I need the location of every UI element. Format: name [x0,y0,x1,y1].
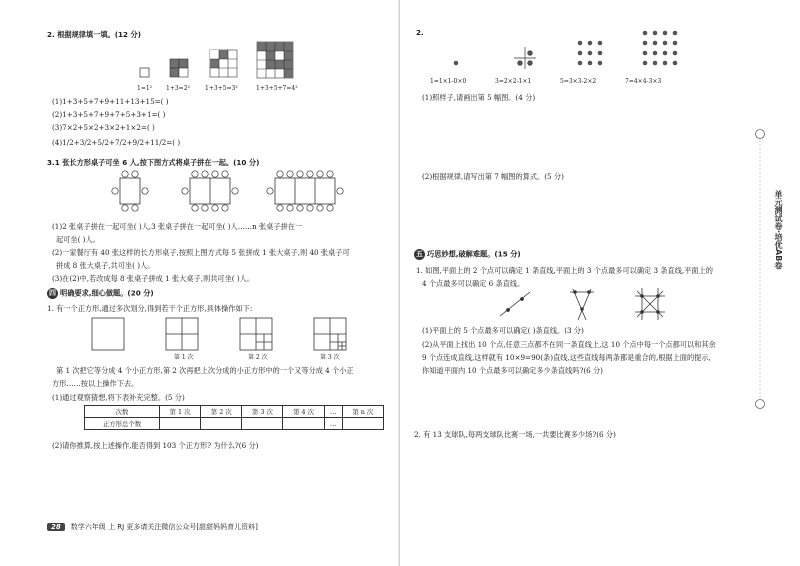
stage-caption-2: 第 2 次 [248,354,268,361]
stage-3 [314,318,346,350]
q3-line-5: (3)在(2)中,若改成每 8 张桌子拼成 1 张大桌子,则共可坐( )人。 [52,274,255,283]
lines-figure [500,288,700,322]
s4q1-desc-2: 方形……按以上操作下去。 [52,379,139,388]
section-5-badge: 五 [416,250,423,258]
binding-hole-top [756,130,765,139]
r-q2-sub1: (1)照样子,请画出第 5 幅图。(4 分) [422,93,536,102]
square-2 [170,59,188,77]
r-q2-caption-4: 7=4×4-3×3 [625,78,662,85]
q3-line-3: (2)一家餐厅有 40 张这样的长方形桌子,按照上图方式每 5 张拼成 1 张大桌子,则 40 张桌子可 [52,248,350,257]
s4q1-title: 1. 有一个正方形,通过多次划分,得到若干个正方形,具体操作如下: [47,304,253,313]
table-row-label: 正方形总个数 [85,418,160,430]
table-cell-blank[interactable] [342,418,383,430]
section-5-heading [414,249,521,260]
sidebar-label: 单元测试卷·培优AB卷 [774,190,783,270]
square-3 [210,50,237,77]
q2-caption-4: 1+3+5+7=4² [256,85,298,92]
page-number: 28 [47,523,65,531]
stage-0 [92,318,124,350]
stage-1 [166,318,198,350]
table-header-cell: 第 2 次 [201,406,242,418]
s5q1-line-2: 4 个点最多可以确定 6 条直线。 [422,279,525,288]
s4q1-sub2: (2)请你推算,按上述操作,能否得到 103 个正方形? 为什么?(6 分) [52,441,259,450]
s5q2: 2. 有 13 支球队,每两支球队比赛一场,一共要比赛多少场?(6 分) [414,430,616,439]
q2-caption-1: 1=1² [137,85,153,92]
q2-item-1: (1)1+3+5+7+9+11+13+15=( ) [52,97,169,106]
table-2 [182,171,238,211]
q3-line-2: 起可坐( )人。 [56,235,100,244]
section-4-title: 明确要求,细心做题。(20 分) [60,288,154,298]
q3-line-4: 拼成 8 张大桌子,共可坐( )人。 [56,261,155,270]
table-row [85,418,384,430]
q2-item-2: (2)1+3+5+7+9+7+5+3+1=( ) [52,110,166,119]
q3-line-1: (1)2 张桌子拼在一起可坐( )人,3 张桌子拼在一起可坐( )人……n 张桌子拼在一 [52,222,303,231]
dot-fig-2 [514,47,536,69]
right-page [400,0,800,566]
r-q2-title: 2. [416,28,424,37]
subdivision-figure [92,318,352,352]
table-cell-blank[interactable] [201,418,242,430]
stage-caption-3: 第 3 次 [320,354,340,361]
q2-item-3: (3)7×2+5×2+3×2+1×2=( ) [52,123,155,132]
s5q1-sub1: (1)平面上的 5 个点最多可以确定( )条直线。(3 分) [422,326,584,335]
table-cell-ellipsis: … [324,418,342,430]
r-q2-caption-3: 5=3×3-2×2 [560,78,597,85]
square-1 [140,68,149,77]
section-4-badge: 四 [49,289,56,297]
table-header-row [85,406,384,418]
q2-title: 2. 根据规律填一填。(12 分) [47,30,141,39]
section-5-title: 巧思妙想,破解难题。(15 分) [427,249,521,259]
r-q2-sub2: (2)根据规律,请写出第 7 幅图的算式。(5 分) [422,172,564,181]
s5q1-sub2-1: (2)从平面上找出 10 个点,任意三点都不在同一条直线上,这 10 个点中每一个点都可以和其余 [422,340,716,349]
side-binding-decoration [750,120,780,420]
s5q1-sub2-3: 你知道平面内 10 个点最多可以确定多少条直线吗?(6 分) [422,366,603,375]
table-3 [267,171,343,211]
s4q1-sub1: (1)通过观察猜想,将下表补充完整。(5 分) [52,393,185,402]
table-cell-blank[interactable] [160,418,201,430]
tables-figure [110,170,350,215]
table-1 [112,171,148,211]
dot-fig-3 [578,41,603,66]
q2-caption-2: 1+3=2² [166,85,190,92]
table-cell-blank[interactable] [283,418,324,430]
dot-pattern-figure [420,30,720,72]
s4q1-desc-1: 第 1 次把它等分成 4 个小正方形,第 2 次再把上次分成的小正方形中的一个又等分成 4 个小正 [56,366,354,375]
s5q1-line-1: 1. 如图,平面上的 2 个点可以确定 1 条直线,平面上的 3 个点最多可以确定 3 条直线,平面上的 [416,266,713,275]
four-point-lines [635,288,665,320]
table-header-cell: 第 4 次 [283,406,324,418]
table-header-cell: 第 n 次 [342,406,383,418]
table-header-cell: 次数 [85,406,160,418]
count-table [84,405,384,430]
r-q2-caption-1: 1=1×1-0×0 [430,78,467,85]
table-header-cell: 第 3 次 [242,406,283,418]
q2-item-4: (4)1/2+3/2+5/2+7/2+9/2+11/2=( ) [52,138,181,147]
s5q1-sub2-2: 9 个点连成直线,这样就有 10×9=90(条)直线,这些直线每两条都是重合的,根据上面的提示, [422,353,711,362]
stage-caption-1: 第 1 次 [174,354,194,361]
footer-text: 数学六年级 上 RJ 更多请关注微信公众号[甜甜妈妈育儿资料] [70,523,258,531]
q2-caption-3: 1+3+5=3² [205,85,238,92]
footer [47,522,258,532]
dot-fig-1 [454,61,459,66]
section-4-heading [47,288,154,299]
stage-2 [240,318,272,350]
table-header-cell: … [324,406,342,418]
binding-hole-bottom [756,400,765,409]
q3-title: 3.1 张长方形桌子可坐 6 人,按下图方式将桌子拼在一起。(10 分) [47,158,260,167]
r-q2-caption-2: 3=2×2-1×1 [495,78,532,85]
dot-fig-4 [643,31,678,66]
table-cell-blank[interactable] [242,418,283,430]
table-header-cell: 第 1 次 [160,406,201,418]
two-point-line [500,292,530,316]
three-point-lines [570,289,594,320]
square-4 [257,42,293,78]
square-pattern-figure [140,42,310,82]
